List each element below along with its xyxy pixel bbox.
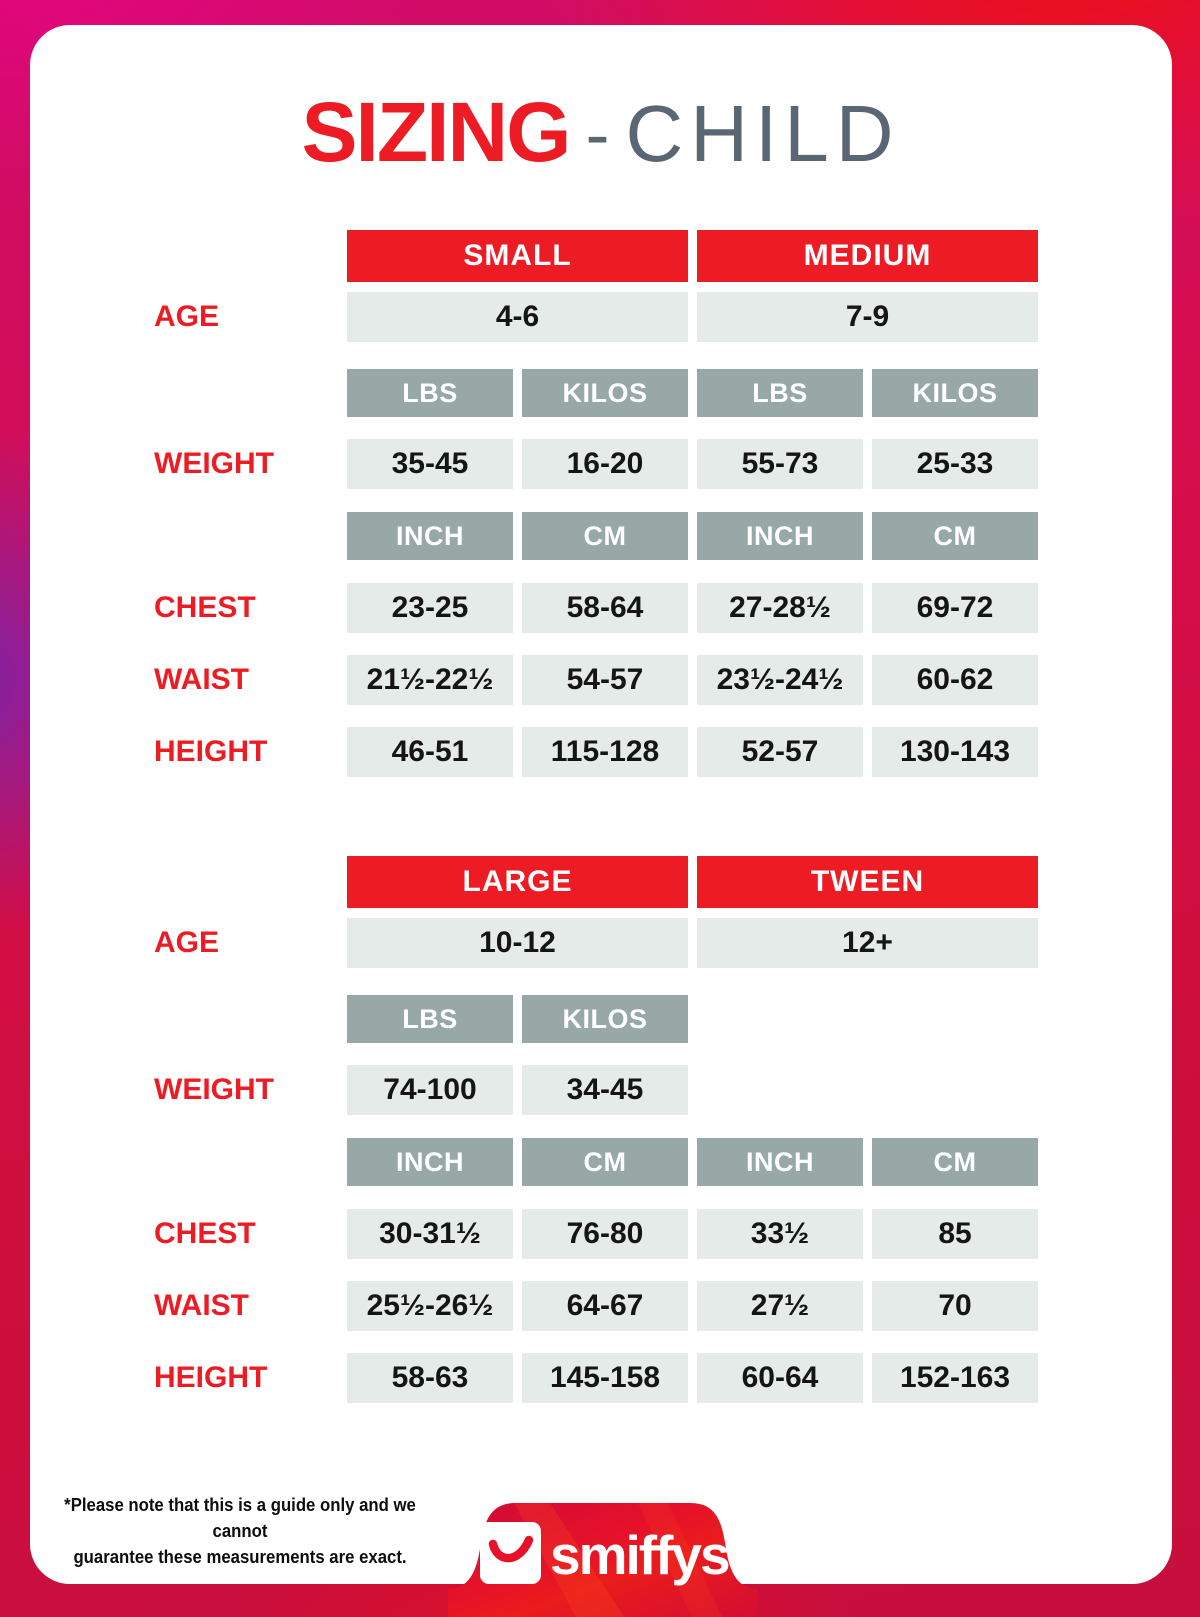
measure-value: 76-80 — [522, 1209, 688, 1259]
unit-header-lbs: LBS — [347, 995, 513, 1043]
unit-header-inch: INCH — [347, 512, 513, 560]
weight-value: 55-73 — [697, 439, 863, 489]
table-row — [148, 995, 1038, 1043]
measure-value: 58-63 — [347, 1353, 513, 1403]
measure-value: 58-64 — [522, 583, 688, 633]
table-row — [148, 1138, 1038, 1186]
table-row — [148, 230, 1038, 282]
disclaimer-note — [45, 1492, 436, 1570]
row-label-spacer — [148, 230, 338, 282]
size-header-large: LARGE — [347, 856, 688, 908]
unit-header-lbs: LBS — [347, 369, 513, 417]
table-row — [148, 918, 1038, 968]
age-value: 7-9 — [697, 292, 1038, 342]
unit-header-cm: CM — [872, 1138, 1038, 1186]
weight-value: 16-20 — [522, 439, 688, 489]
row-label-weight: WEIGHT — [154, 1073, 274, 1106]
weight-value: 74-100 — [347, 1065, 513, 1115]
measure-value: 27-28½ — [697, 583, 863, 633]
row-label-waist: WAIST — [154, 663, 249, 696]
row-label-age: AGE — [154, 300, 220, 333]
row-label-age: AGE — [154, 926, 220, 959]
weight-value: 35-45 — [347, 439, 513, 489]
unit-header-cm: CM — [522, 1138, 688, 1186]
unit-header-kilos: KILOS — [522, 995, 688, 1043]
row-label-spacer — [148, 1138, 338, 1186]
row-label-spacer — [148, 995, 338, 1043]
row-label-weight: WEIGHT — [154, 447, 274, 480]
table-row — [148, 1281, 1038, 1331]
logo-tm: TM — [733, 1517, 751, 1531]
measure-value: 27½ — [697, 1281, 863, 1331]
unit-header-inch: INCH — [697, 1138, 863, 1186]
row-label-height: HEIGHT — [154, 1361, 268, 1394]
measure-value: 130-143 — [872, 727, 1038, 777]
row-label-spacer — [148, 369, 338, 417]
row-label-spacer — [148, 856, 338, 908]
table-row — [148, 1065, 1038, 1115]
empty-cell — [697, 995, 863, 1043]
measure-value: 69-72 — [872, 583, 1038, 633]
unit-header-kilos: KILOS — [872, 369, 1038, 417]
table-row — [148, 856, 1038, 908]
measure-value: 54-57 — [522, 655, 688, 705]
size-table-small-medium — [148, 230, 1038, 777]
table-row — [148, 512, 1038, 560]
table-row — [148, 1353, 1038, 1403]
logo-smile-tile — [480, 1522, 541, 1584]
table-row — [148, 727, 1038, 777]
unit-header-lbs: LBS — [697, 369, 863, 417]
weight-value: 25-33 — [872, 439, 1038, 489]
table-row — [148, 1209, 1038, 1259]
smiffys-logo — [448, 1493, 758, 1617]
size-header-medium: MEDIUM — [697, 230, 1038, 282]
unit-header-cm: CM — [872, 512, 1038, 560]
size-table-large-tween — [148, 856, 1038, 1403]
size-header-small: SMALL — [347, 230, 688, 282]
title-sizing: SIZING — [301, 85, 570, 179]
measure-value: 23-25 — [347, 583, 513, 633]
row-label-chest: CHEST — [154, 591, 256, 624]
measure-value: 46-51 — [347, 727, 513, 777]
logo-wordmark: smiffys — [550, 1524, 729, 1586]
disclaimer-line-2: guarantee these measurements are exact. — [73, 1547, 407, 1567]
row-label-spacer — [148, 512, 338, 560]
measure-value: 21½-22½ — [347, 655, 513, 705]
measure-value: 33½ — [697, 1209, 863, 1259]
weight-value: 34-45 — [522, 1065, 688, 1115]
age-value: 4-6 — [347, 292, 688, 342]
measure-value: 30-31½ — [347, 1209, 513, 1259]
title-child: CHILD — [625, 89, 901, 178]
measure-value: 60-64 — [697, 1353, 863, 1403]
row-label-waist: WAIST — [154, 1289, 249, 1322]
empty-cell — [872, 1065, 1038, 1115]
title-separator: - — [585, 95, 610, 175]
row-label-height: HEIGHT — [154, 735, 268, 768]
row-label-chest: CHEST — [154, 1217, 256, 1250]
age-value: 10-12 — [347, 918, 688, 968]
disclaimer-line-1: *Please note that this is a guide only and we cannot — [64, 1495, 416, 1541]
unit-header-cm: CM — [522, 512, 688, 560]
measure-value: 60-62 — [872, 655, 1038, 705]
measure-value: 152-163 — [872, 1353, 1038, 1403]
unit-header-inch: INCH — [697, 512, 863, 560]
measure-value: 70 — [872, 1281, 1038, 1331]
age-value: 12+ — [697, 918, 1038, 968]
size-header-tween: TWEEN — [697, 856, 1038, 908]
measure-value: 115-128 — [522, 727, 688, 777]
table-row — [148, 439, 1038, 489]
unit-header-kilos: KILOS — [522, 369, 688, 417]
page-title — [30, 84, 1172, 180]
table-row — [148, 583, 1038, 633]
table-row — [148, 292, 1038, 342]
measure-value: 145-158 — [522, 1353, 688, 1403]
measure-value: 23½-24½ — [697, 655, 863, 705]
measure-value: 52-57 — [697, 727, 863, 777]
measure-value: 85 — [872, 1209, 1038, 1259]
unit-header-inch: INCH — [347, 1138, 513, 1186]
table-row — [148, 655, 1038, 705]
empty-cell — [697, 1065, 863, 1115]
measure-value: 64-67 — [522, 1281, 688, 1331]
measure-value: 25½-26½ — [347, 1281, 513, 1331]
empty-cell — [872, 995, 1038, 1043]
table-row — [148, 369, 1038, 417]
